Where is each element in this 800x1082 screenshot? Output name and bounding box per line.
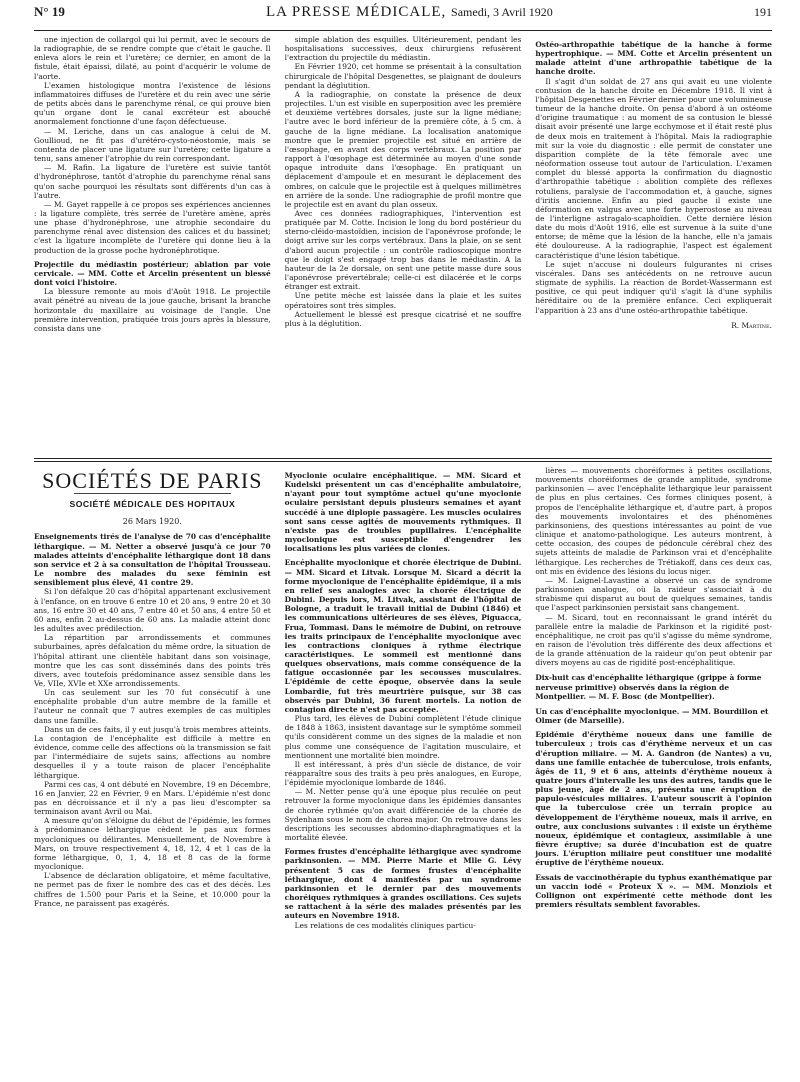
issue-number: N° 19 bbox=[34, 4, 65, 19]
top-column-1 bbox=[34, 35, 271, 454]
paragraph: lières — mouvements choréiformes à petites oscillations, mouvements choréiformes de grande amplitude, syndrome parkinsonien — avec l'encéphalite léthargique leur paraissent de plus en plus certaines. Ces formes cliniques posent, à propos de l'encéphalite léthargique et, d'autre part, à propos des mouvements involontaires et des phénomènes parkinsoniens, des questions intéressantes au point de vue clinique et anatomo-pathologique. Les auteurs montrent, à cette occasion, des coupes de pédoncule cérébral chez des sujets atteints de maladie de Parkinson vrai et d'encéphalite léthargique. Les recherches de Trétiakoff, dans ces deux cas, ont mis en évidence des lésions du locus niger. bbox=[535, 466, 772, 576]
bottom-column-3 bbox=[535, 466, 772, 1078]
paragraph: En Février 1920, cet homme se présentait à la consultation chirurgicale de l'hôpital Desgenettes, se plaignant de douleurs pendant la déglutition. bbox=[284, 62, 522, 90]
title-rule bbox=[74, 493, 231, 494]
report-heading-paragraph: Epidémie d'érythème noueux dans une famille de tuberculeux ; trois cas d'érythème nerveux et un cas d'éruption miliaire. — M. A. Gandron (de Nantes) a vu, dans une famille entachée de tuberculose, trois enfants, âgés de 11, 9 et 6 ans, atteints d'érythème noueux à quatre jours d'intervalle les uns des autres, tandis que le plus jeune, âgé de 2 ans, présenta une éruption de papulo-vésicules miliaires. L'auteur souscrit à l'opinion que la tuberculose crée un terrain propice au développement de l'érythème noueux, mais il arrive, en outre, aux conclusions suivantes : il existe un érythème noueux, épidémique et contagieux, assimilable à une fièvre éruptive; sa durée d'incubation est de quatre jours. L'éruption miliaire peut constituer une modalité éruptive de l'érythème noueux. bbox=[535, 730, 772, 868]
paragraph: Un cas seulement sur les 70 fut consécutif à une encéphalite probable d'un autre membre de la famille et l'auteur ne connaît que 7 autres exemples de cas multiples dans une famille. bbox=[34, 688, 271, 725]
report-heading-paragraph: Essais de vaccinothérapie du typhus exanthématique par un vaccin iodé « Proteux X ». — MM. Monziols et Collignon ont expérimenté cette méthode dont les premiers résultats semblent favorables. bbox=[535, 872, 772, 910]
paragraph: Plus tard, les élèves de Dubini complètent l'étude clinique de 1848 à 1863, insistent davantage sur le symptôme sommeil qu'ils considèrent comme un des signes de la maladie et non plus comme une conséquence de l'agitation musculaire, et mentionnent une mortalité bien moindre. bbox=[284, 714, 522, 760]
report-heading-paragraph: Encéphalite myoclonique et chorée électrique de Dubini. — MM. Sicard et Litvak. Lorsque M. Sicard a décrit la forme myoclonique de l'encéphalite épidémique, il a mis en relief ses analogies avec la chorée électrique de Dubini. Depuis lors, M. Litvak, assistant de l'hôpital de Bologne, a traduit le travail initial de Dubini (1846) et les communications ultérieures de ses élèves, Piguacca, Frua, Tommasi. Dans le mémoire de Dubini, on retrouve les traits principaux de l'encéphalite myoclonique avec les contractions cloniques à rythme électrique caractéristiques. Le sommeil est mentionné dans quelques observations, mais comme conséquence de la fatigue occasionnée par les secousses musculaires. L'épidémie de cette époque, observée dans la seule Lombardie, fut très meurtrière puisque, sur 38 cas observés par Dubini, 36 furent mortels. La notion de contagion directe n'est pas acceptée. bbox=[284, 558, 522, 714]
paragraph: Dans un de ces faits, il y eut jusqu'à trois membres atteints. La contagion de l'encéphalite est difficile à mettre en évidence, comme celle des affections où la transmission se fait par l'intermédiaire de sujets sains, affections au nombre desquelles il y a toute raison de placer l'encéphalite léthargique. bbox=[34, 724, 271, 780]
paragraph: — M. Netter pense qu'à une époque plus reculée on peut retrouver la forme myoclonique dans les épidémies dansantes de chorée rythmée qu'on avait différenciée de la chorée de Sydenham sous le nom de chorea major. On retrouve dans les descriptions les secousses abdomino-diaphragmatiques et la mortalité élevée. bbox=[284, 787, 522, 843]
report-heading-paragraph: Formes frustes d'encéphalite léthargique avec syndrome parkinsonien. — MM. Pierre Marie et Mlle G. Lévy présentent 5 cas de formes frustes d'encéphalite léthargique, dont 4 manifestés par un syndrome parkinsonien et le dernier par des mouvements choréiques rythmiques à grandes oscillations. Ces sujets se rattachent à la série des malades présentés par les auteurs en Novembre 1918. bbox=[284, 847, 522, 921]
paragraph: — M. Laignel-Lavastine a observé un cas de syndrome parkinsonien analogue, où la raideur s'associait à du strabisme qui disparut au bout de quelques semaines, tandis que l'aspect parkinsonien persistait sans changement. bbox=[535, 575, 772, 613]
report-heading-paragraph: Un cas d'encéphalite myoclonique. — MM. Bourdillon et Olmer (de Marseille). bbox=[535, 706, 769, 726]
paragraph: L'examen histologique montra l'existence de lésions inflammatoires diffuses de l'uretère et du rein avec une série de petits abcès dans le parenchyme rénal, ce qui prouve bien qu'un organe dont le canal excréteur est abouché anormalement fonctionne d'une façon défectueuse. bbox=[34, 80, 271, 127]
paragraph: La répartition par arrondissements et communes suburbaines, après défalcation du même ordre, la situation de l'hôpital attirant une clientèle habitant dans son voisinage, montre que les cas sont disséminés dans des points très divers, avec toutefois prédominance assez sensible dans les Ve, VIIe, XVIe et XXe arrondissements. bbox=[34, 633, 271, 688]
paragraph: simple ablation des esquilles. Ultérieurement, pendant les hospitalisations successives, deux chirurgiens refusèrent l'extraction du projectile du médiastin. bbox=[284, 35, 522, 63]
top-column-2 bbox=[285, 35, 522, 454]
report-heading-paragraph: Ostéo-arthropathie tabétique de la hanche à forme hypertrophique. — MM. Cotte et Arcelin présentent un malade atteint d'une arthropathie tabétique de la hanche droite. bbox=[535, 40, 772, 77]
society-name: SOCIÉTÉ MÉDICALE DES HOPITAUX bbox=[69, 499, 236, 510]
paragraph: Les relations de ces modalités cliniques particu- bbox=[294, 920, 476, 930]
paragraph: A la radiographie, on constate la présence de deux projectiles. L'un est visible en superposition avec les première et deuxième vertèbres dorsales, juste sur la ligne médiane; l'autre avec le bord inférieur de la première côte, à 5 cm. à gauche de la ligne médiane. La localisation anatomique montre que le premier projectile est situé en arrière de l'œsophage, en avant des corps vertébraux. La position par rapport à l'œsophage est déterminée au moyen d'une sonde opaque introduite dans l'œsophage. En pratiquant un déplacement d'ampoule et en mesurant le déplacement des ombres, on calcule que le projectile est à quelques millimètres en arrière de la sonde. Une radiographie de profil montre que le projectile est en avant du plan osseux. bbox=[284, 89, 522, 209]
journal-name: LA PRESSE MÉDICALE, bbox=[266, 4, 447, 20]
paragraph: une injection de collargol qui lui permit, avec le secours de la radiographie, de se rendre compte que c'était le gauche. Il enleva alors le rein et l'uretère; ce dernier, en amont de la fistule, était épaissi, dilaté, au point d'acquérir le volume de l'aorte. bbox=[34, 35, 271, 81]
section-title: SOCIÉTÉS DE PARIS bbox=[42, 468, 263, 493]
paragraph: — M. Rafin. La ligature de l'uretère est suivie tantôt d'hydronéphrose, tantôt d'atrophie du parenchyme rénal sans qu'on sache pourquoi les résultats sont différents d'un cas à l'autre. bbox=[34, 163, 271, 200]
bottom-column-1-body bbox=[34, 532, 271, 907]
journal-title bbox=[266, 4, 553, 21]
issue-date: Samedi, 3 Avril 1920 bbox=[451, 5, 553, 19]
page-number: 191 bbox=[753, 5, 772, 19]
bottom-column-1 bbox=[34, 466, 271, 1078]
report-heading-paragraph: Projectile du médiastin postérieur; ablation par voie cervicale. — MM. Cotte et Arcelin présentent un blessé dont voici l'histoire. bbox=[34, 259, 271, 288]
report-heading-paragraph: Enseignements tirés de l'analyse de 70 cas d'encéphalite léthargique. — M. Netter a observé jusqu'à ce jour 70 malades atteints d'encéphalite léthargique dont 18 dans son service et 2 à sa consultation de l'hôpital Trousseau. Le nombre des malades du sexe féminin est sensiblement plus élevé, 41 contre 29. bbox=[34, 532, 271, 588]
paragraph: L'absence de déclaration obligatoire, et même facultative, ne permet pas de fixer le nombre des cas et des décès. Les chiffres de 1.500 pour Paris et la Seine, et 10.000 pour la France, ne paraissent pas exagérés. bbox=[34, 871, 271, 908]
paragraph: A mesure qu'on s'éloigne du début de l'épidémie, les formes à prédominance léthargique cèdent le pas aux formes myocloniques ou délirantes. Mensuellement, de Novembre à Mars, on trouve respectivement 4, 18, 12, 4 et 1 cas de la forme léthargique, 0, 1, 4, 18 et 8 cas de la forme myoclonique. bbox=[34, 816, 271, 872]
paragraph: — M. Gayet rappelle à ce propos ses expériences anciennes : la ligature complète, très serrée de l'uretère amène, après une phase d'hydronéphrose, une atrophie secondaire du parenchyme rénal avec distension des calices et du bassinet; c'est la ligature incomplète de l'uretère qui donne lieu à la production de la grosse poche hydronéphrotique. bbox=[34, 199, 271, 255]
paragraph: La blessure remonte au mois d'Août 1918. Le projectile avait pénétré au niveau de la joue gauche, brisant la branche horizontale du maxillaire au voisinage de l'angle. Une première intervention, pratiquée trois jours après la blessure, consista dans une bbox=[34, 287, 271, 333]
paragraph: Le sujet n'accuse ni douleurs fulgurantes ni crises viscérales. Dans ses antécédents on ne retrouve aucun stigmate de syphilis. La réaction de Bordet-Wassermann est positive, ce qui peut indiquer qu'il s'agit là d'une syphilis héréditaire ou de la première enfance. Ceci expliquerait l'apparition à 23 ans d'une ostéo-arthropathie tabétique. bbox=[535, 259, 772, 315]
masthead bbox=[34, 4, 772, 31]
paragraph: — M. Leriche, dans un cas analogue à celui de M. Goullioud, ne fit pas d'urétéro-cysto-néostomie, mais se contenta de placer une ligature sur l'uretère; cette ligature a tenu, sans amener l'atrophie du rein correspondant. bbox=[34, 126, 271, 164]
paragraph: Si l'on défalque 20 cas d'hôpital appartenant exclusivement à l'enfance, on en trouve 6 entre 10 et 20 ans, 9 entre 20 et 30 ans, 16 entre 30 et 40 ans, 7 entre 40 et 50 ans, 4 entre 50 et 60 ans, enfin 2 au-dessus de 60 ans. La maladie atteint donc les adultes avec prédilection. bbox=[34, 587, 271, 634]
bottom-columns bbox=[34, 462, 772, 1078]
bottom-column-2 bbox=[285, 466, 522, 1078]
report-heading-paragraph: Myoclonie oculaire encéphalitique. — MM. Sicard et Kudelski présentent un cas d'encéphalite ambulatoire, n'ayant pour tout symptôme actuel qu'une myoclonie oculaire persistant depuis plusieurs semaines et ayant succédé à une diplopie passagère. Les muscles oculaires sont sans cesse agités de mouvements rythmiques. Il n'existe pas de troubles pupillaires. L'encéphalite myoclonique est susceptible d'engendrer les localisations les plus variées de clonies. bbox=[284, 471, 522, 554]
paragraph: Il est intéressant, à près d'un siècle de distance, de voir réapparaître sous des traits à peu près analogues, en Europe, l'épidémie myoclonique lombarde de 1846. bbox=[284, 759, 522, 788]
paragraph: Actuellement le blessé est presque cicatrisé et ne souffre plus à la déglutition. bbox=[284, 309, 522, 328]
paragraph: Avec ces données radiographiques, l'intervention est pratiquée par M. Cotte. Incision le long du bord postérieur du sterno-cléido-mastoïdien, incision de l'aponévrose profonde; le doigt arrive sur les corps vertébraux. Dans la plaie, on se sent d'abord aucun projectile : un contrôle radioscopique montre que le doigt s'est engagé trop bas dans le médiastin. A la hauteur de la 2e dorsale, on sent une petite masse dure sous l'aponévrose prévertébrale; celle-ci est dilacérée et le corps étranger est extrait. bbox=[284, 208, 522, 292]
paragraph: Il s'agit d'un soldat de 27 ans qui avait eu une violente contusion de la hanche droite en Décembre 1918. Il vint à l'hôpital Desgenettes en Février dernier pour une volumineuse tumeur de la hanche droite. On pensa d'abord à un ostéome d'origine traumatique : au moment de sa contusion le blessé disait avoir présenté une large ecchymose et il était resté plus de deux mois en traitement à l'hôpital. Mais la radiographie mit sur la voie du diagnostic : elle permit de constater une disparition complète de la tête fémorale avec une néoformation osseuse tout autour de l'articulation. L'examen complet du blessé apporta la confirmation du diagnostic d'arthropathie tabétique : abolition complète des réflexes rotuliens, paralysie de l'accommodation et, à gauche, signes d'iritis ancienne. Enfin au pied gauche il existe une déformation en valgus avec une forte hyperostose au niveau de l'interligne astragalo-scaphoïdien. Cette dernière lésion date du mois d'Août 1916, elle est survenue à la suite d'une entorse; de même que la lésion de la hanche, elle n'a jamais été douloureuse. A la radiographie, l'aspect est également caractéristique d'une lésion tabétique. bbox=[535, 76, 772, 260]
top-columns bbox=[34, 31, 772, 454]
report-heading-paragraph: Dix-huit cas d'encéphalite léthargique (grippe à forme nerveuse primitive) observés dans la région de Montpellier. — M. F. Bosc (de Montpellier). bbox=[535, 673, 762, 701]
top-column-3 bbox=[535, 35, 772, 454]
paragraph: — M. Sicard, tout en reconnaissant le grand intérêt du parallèle entre la maladie de Parkinson et la rigidité post-encéphalitique, ne croit pas qu'il s'agisse du même syndrome, en raison de l'évolution très différente des deux affections et de la grande atténuation de la raideur qu'on peut obtenir par divers moyens au cas de rigidité post-encéphalitique. bbox=[535, 612, 772, 668]
paragraph: Une petite mèche est laissée dans la plaie et les suites opératoires sont très simples. bbox=[284, 291, 522, 310]
session-date: 26 Mars 1920. bbox=[122, 517, 182, 527]
paragraph: Parmi ces cas, 4 ont débuté en Novembre, 19 en Décembre, 16 en Janvier, 22 en Février, 9 en Mars. L'épidémie n'est donc pas en décroissance et il n'y a pas lieu d'escompter sa terminaison avant Avril ou Mai. bbox=[34, 779, 271, 817]
signature: R. Martine. bbox=[731, 320, 772, 330]
